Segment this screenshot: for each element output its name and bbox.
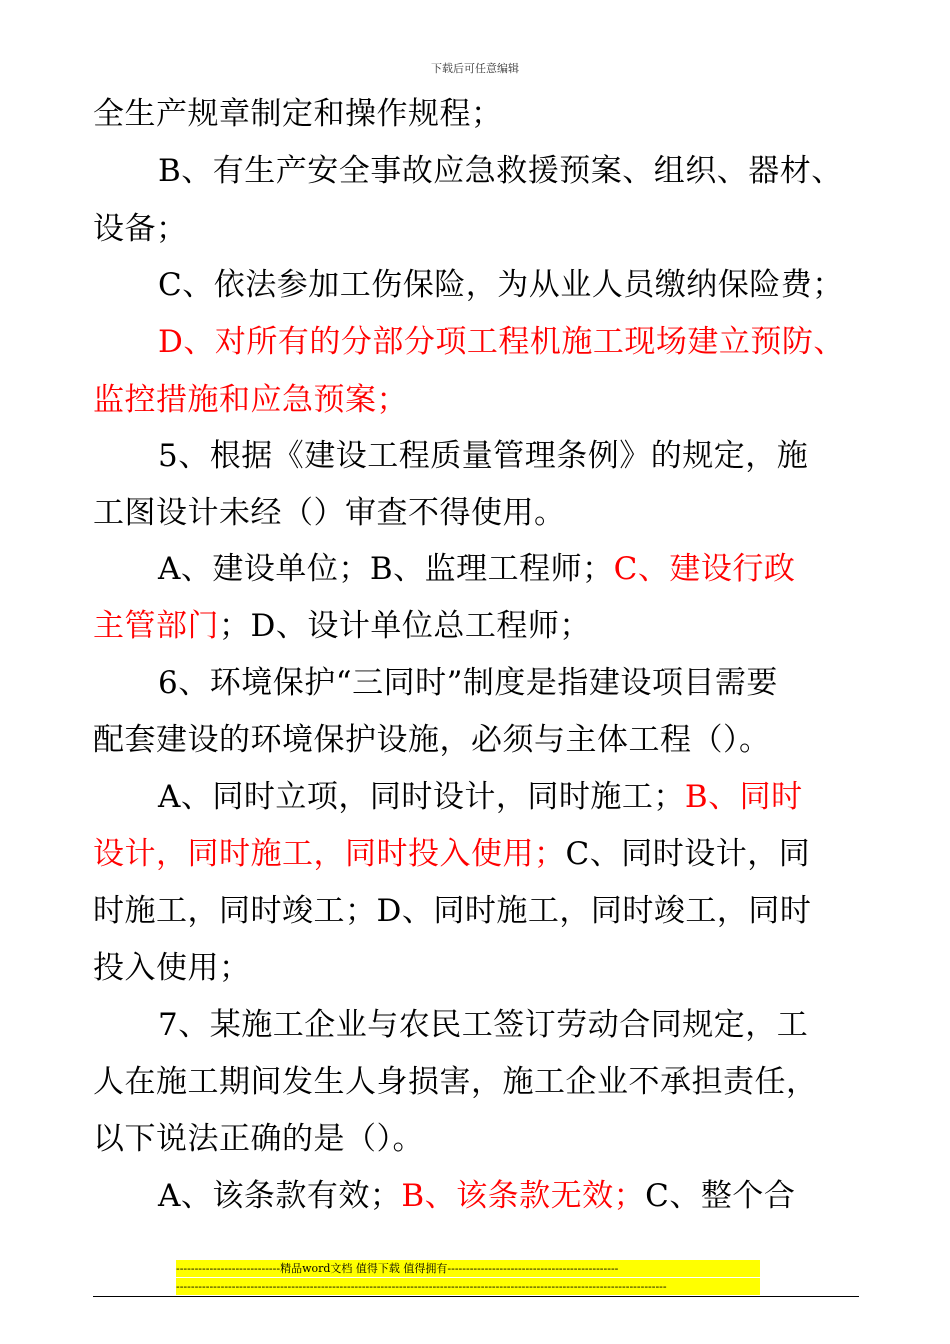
- option-text: C、同时设计，同: [565, 836, 811, 872]
- option-line: C、依法参加工伤保险，为从业人员缴纳保险费；: [158, 267, 844, 303]
- question-line: 以下说法正确的是（）。: [93, 1121, 424, 1157]
- answer-text: 设计，同时施工，同时投入使用；: [93, 836, 566, 872]
- answer-text: C、建设行政: [613, 551, 796, 587]
- question-line: 工图设计未经（）审查不得使用。: [93, 495, 566, 531]
- question-line: 7、某施工企业与农民工签订劳动合同规定，工: [158, 1007, 809, 1043]
- footer-divider: [93, 1296, 859, 1297]
- options-line: [158, 1178, 938, 1214]
- text-line: 设备；: [93, 211, 188, 247]
- options-line: [158, 779, 938, 815]
- option-text: ；D、设计单位总工程师；: [219, 608, 591, 644]
- option-text: A、建设单位；B、监理工程师；: [158, 551, 614, 587]
- page-header: 下载后可任意编辑: [431, 62, 519, 75]
- option-text: A、该条款有效；: [158, 1178, 402, 1214]
- answer-text: 主管部门: [93, 608, 219, 644]
- footer-dashes: ------------------------------------------------------------------------------------------------------------------------------------: [176, 1278, 760, 1295]
- options-line: [158, 551, 938, 587]
- question-line: 6、环境保护“三同时”制度是指建设项目需要: [158, 665, 778, 701]
- options-line: [93, 608, 873, 644]
- option-line: 时施工，同时竣工；D、同时施工，同时竣工，同时: [93, 893, 812, 929]
- footer-banner: ----------------------------精品word文档 值得下载 值得拥有----------------------------------------------: [176, 1260, 760, 1277]
- question-line: 人在施工期间发生人身损害，施工企业不承担责任，: [93, 1064, 818, 1100]
- option-line: B、有生产安全事故应急救援预案、组织、器材、: [158, 153, 843, 189]
- text-line: 全生产规章制定和操作规程；: [93, 96, 503, 132]
- answer-line: D、对所有的分部分项工程机施工现场建立预防、: [158, 324, 845, 360]
- answer-line: 监控措施和应急预案；: [93, 382, 408, 418]
- options-line: [93, 836, 873, 872]
- answer-text: B、同时: [684, 779, 803, 815]
- question-line: 配套建设的环境保护设施，必须与主体工程（）。: [93, 722, 771, 758]
- question-line: 5、根据《建设工程质量管理条例》的规定，施: [158, 438, 809, 474]
- option-text: C、整个合: [645, 1178, 796, 1214]
- option-line: 投入使用；: [93, 950, 251, 986]
- option-text: A、同时立项，同时设计，同时施工；: [158, 779, 685, 815]
- answer-text: B、该条款无效；: [401, 1178, 646, 1214]
